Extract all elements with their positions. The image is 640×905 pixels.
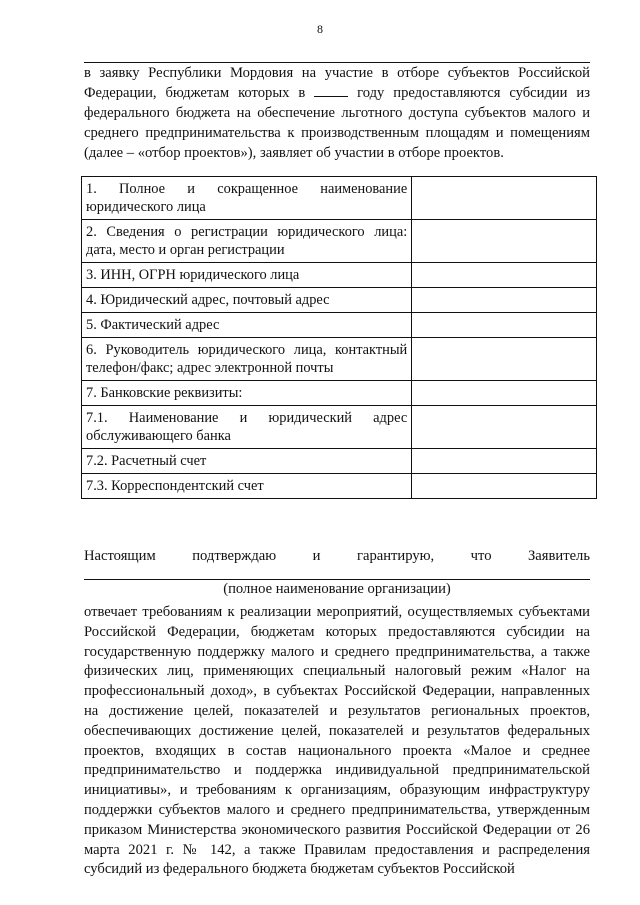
intro-text-start: в заявку Республики Мордовия на участие в отборе субъектов Российской Федерации, бюджетам которых в	[84, 65, 590, 101]
row-value	[412, 449, 597, 474]
table-row	[82, 381, 597, 406]
confirm-word: и	[312, 548, 321, 564]
row-label: 7.3. Корреспондентский счет	[82, 474, 412, 499]
table-row	[82, 288, 597, 313]
row-value	[412, 338, 597, 381]
row-value	[412, 474, 597, 499]
row-value	[412, 288, 597, 313]
intro-text-end: году предоставляются субсидии из федерального бюджета на обеспечение льготного доступа субъектов малого и среднего предпринимательства к производственным площадям и помещениям (далее – «отбор проектов»), заявляет об участии в отборе проектов.	[84, 85, 590, 161]
table-row	[82, 220, 597, 263]
row-value	[412, 220, 597, 263]
row-label: 4. Юридический адрес, почтовый адрес	[82, 288, 412, 313]
row-label: 2. Сведения о регистрации юридического лица: дата, место и орган регистрации	[82, 220, 412, 263]
confirm-word: подтверждаю	[192, 548, 277, 564]
confirmation-line	[84, 548, 590, 565]
row-value	[412, 381, 597, 406]
table-row	[82, 474, 597, 499]
row-label: 7.1. Наименование и юридический адрес обслуживающего банка	[82, 406, 412, 449]
confirm-word: Заявитель	[528, 548, 590, 564]
intro-paragraph	[84, 63, 590, 163]
table-row	[82, 177, 597, 220]
row-label: 1. Полное и сокращенное наименование юридического лица	[82, 177, 412, 220]
row-label: 6. Руководитель юридического лица, контактный телефон/факс; адрес электронной почты	[82, 338, 412, 381]
applicant-info-table	[81, 176, 597, 499]
confirm-word: Настоящим	[84, 548, 156, 564]
body-paragraph: отвечает требованиям к реализации мероприятий, осуществляемых субъектами Российской Федерации, бюджетам которых предоставляются субсидии на государственную поддержку малого и среднего предпринимательства, а также физических лиц, применяющих специальный налоговый режим «Налог на профессиональный доход», в субъектах Российской Федерации, направленных на достижение целей, показателей и результатов региональных проектов, обеспечивающих достижение целей, показателей и результатов федеральных проектов, входящих в состав национального проекта «Малое и среднее предпринимательство и поддержка индивидуальной предпринимательской инициативы», и требованиям к организациям, образующим инфраструктуру поддержки субъектов малого и среднего предпринимательства, утвержденным приказом Министерства экономического развития Российской Федерации от 26 марта 2021 г. № 142, а также Правилам предоставления и распределения субсидий из федерального бюджета бюджетам субъектов Российской	[84, 604, 590, 878]
table-row	[82, 406, 597, 449]
year-blank	[314, 84, 348, 97]
row-label: 5. Фактический адрес	[82, 313, 412, 338]
row-value	[412, 263, 597, 288]
row-label: 3. ИНН, ОГРН юридического лица	[82, 263, 412, 288]
confirm-word: гарантирую,	[356, 548, 435, 564]
table-row	[82, 338, 597, 381]
row-label: 7.2. Расчетный счет	[82, 449, 412, 474]
table-row	[82, 449, 597, 474]
table-row	[82, 263, 597, 288]
page-number: 8	[317, 22, 323, 36]
row-value	[412, 406, 597, 449]
row-label: 7. Банковские реквизиты:	[82, 381, 412, 406]
organization-name-line	[84, 579, 590, 580]
row-value	[412, 177, 597, 220]
confirm-word: что	[470, 548, 492, 564]
organization-name-caption: (полное наименование организации)	[223, 581, 451, 597]
row-value	[412, 313, 597, 338]
table-row	[82, 313, 597, 338]
